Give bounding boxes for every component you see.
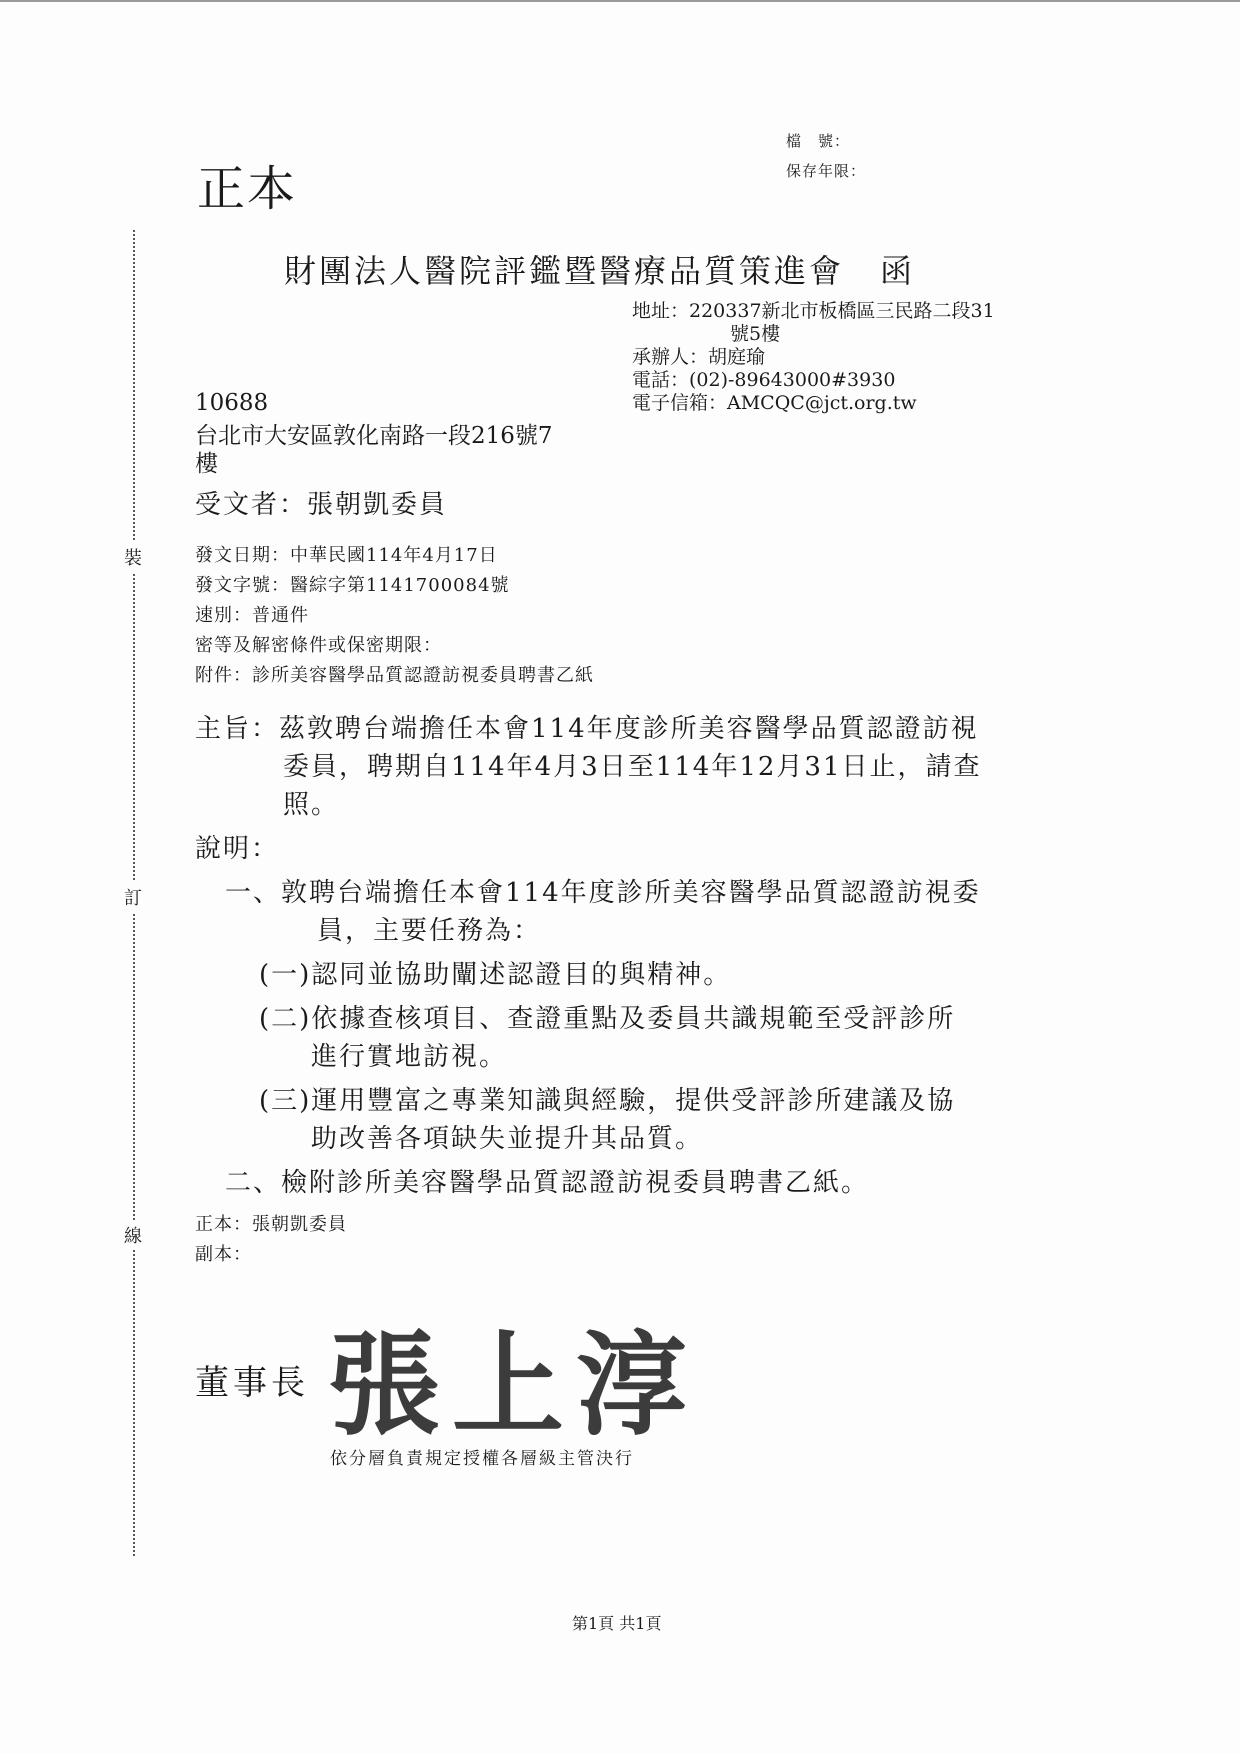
original-recipient: 正本：張朝凱委員 [195, 1214, 347, 1235]
sub-item-line: 助改善各項缺失並提升其品質。 [311, 1124, 704, 1154]
recipient-address [195, 422, 553, 478]
page-number: 第1頁 共1頁 [572, 1614, 662, 1633]
subject-line: 照。 [283, 790, 340, 820]
chairman-signature: 張上淳 [328, 1320, 700, 1451]
issue-date: 發文日期：中華民國114年4月17日 [195, 545, 498, 566]
sender-phone: 電話：(02)-89643000#3930 [632, 369, 896, 391]
subject-line: 委員，聘期自114年4月3日至114年12月31日止，請查 [283, 752, 982, 782]
sender-contact: 承辦人：胡庭瑜 [632, 346, 766, 368]
description-heading: 說明： [195, 834, 280, 864]
scan-edge [0, 0, 1240, 2]
subject-line: 主旨：茲敦聘台端擔任本會114年度診所美容醫學品質認證訪視 [195, 714, 979, 744]
description-item-2 [195, 1164, 982, 1202]
sub-item-line: (一)認同並協助闡述認證目的與精神。 [259, 960, 732, 990]
original-copy-mark: 正本 [197, 161, 298, 217]
archive-labels [786, 126, 866, 186]
secrecy-level: 密等及解密條件或保密期限： [195, 635, 442, 656]
subject [195, 710, 982, 824]
distribution-list [195, 1210, 347, 1270]
sender-email: 電子信箱：AMCQC@jct.org.tw [632, 392, 917, 414]
sub-item-3 [195, 1082, 982, 1158]
sender-address-cont: 號5樓 [730, 323, 781, 345]
document-type: 函 [880, 252, 916, 290]
binding-mark-zhuang: 裝 [124, 542, 142, 572]
recipient-postal-code: 10688 [195, 390, 269, 416]
retention-period-label: 保存年限： [786, 162, 867, 180]
chairman-label: 董事長 [195, 1363, 309, 1403]
recipient-address-line: 台北市大安區敦化南路一段216號7 [195, 423, 553, 449]
binding-mark-ding: 訂 [124, 882, 142, 912]
sub-item-line: (三)運用豐富之專業知識與經驗，提供受評診所建議及協 [259, 1086, 956, 1116]
sub-item-line: (二)依據查核項目、查證重點及委員共識規範至受評診所 [259, 1004, 956, 1034]
letter-body [195, 710, 982, 1202]
file-number-label: 檔 號： [786, 132, 851, 150]
description-item-1 [195, 874, 982, 950]
item-line: 員，主要任務為： [317, 916, 542, 946]
sub-item-line: 進行實地訪視。 [311, 1042, 508, 1072]
organization-name: 財團法人醫院評鑑暨醫療品質策進會 [284, 252, 845, 290]
recipient: 受文者：張朝凱委員 [195, 490, 448, 520]
sender-address: 地址：220337新北市板橋區三民路二段31 [632, 300, 995, 322]
binding-mark-xian: 線 [124, 1220, 142, 1250]
sub-item-1 [195, 956, 982, 994]
sub-item-2 [195, 1000, 982, 1076]
issuance-metadata [195, 541, 594, 691]
item-line: 一、敦聘台端擔任本會114年度診所美容醫學品質認證訪視委 [225, 878, 981, 908]
carbon-copy: 副本： [195, 1244, 252, 1265]
document-title [284, 246, 915, 292]
delegation-note: 依分層負責規定授權各層級主管決行 [330, 1449, 634, 1469]
document-number: 發文字號：醫綜字第1141700084號 [195, 575, 510, 596]
delivery-speed: 速別：普通件 [195, 605, 309, 626]
attachment: 附件：診所美容醫學品質認證訪視委員聘書乙紙 [195, 665, 594, 686]
item-line: 二、檢附診所美容醫學品質認證訪視委員聘書乙紙。 [225, 1168, 870, 1198]
recipient-address-line: 樓 [195, 451, 218, 477]
sender-info [632, 300, 995, 415]
